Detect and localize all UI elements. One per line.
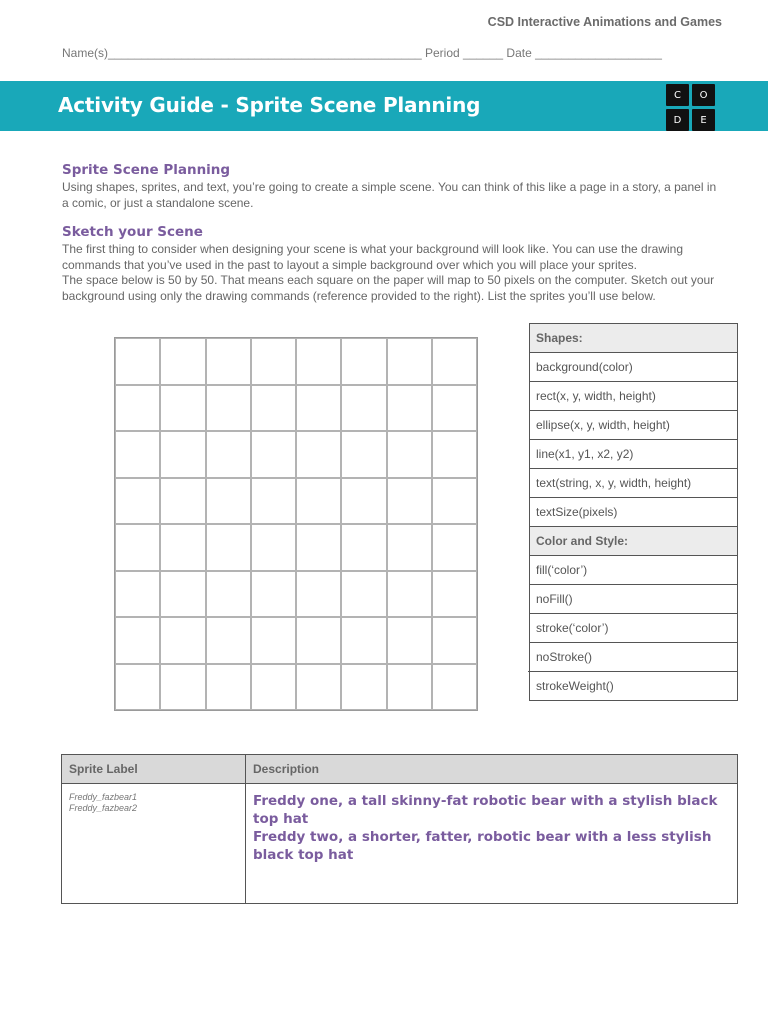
grid-cell: [115, 617, 160, 664]
paragraph: The first thing to consider when designing your scene is what your background will look like. You can use the drawing commands that you’ve used in the past to layout a simple background over which you will place your sprites.: [62, 242, 684, 272]
sprite-label: Freddy_fazbear2: [69, 803, 138, 813]
grid-cell: [115, 478, 160, 525]
grid-cell: [296, 338, 341, 385]
section-heading-planning: Sprite Scene Planning: [62, 162, 231, 178]
section-heading-sketch: Sketch your Scene: [62, 224, 203, 240]
grid-cell: [160, 571, 205, 618]
logo-letter: D: [666, 109, 689, 131]
grid-cell: [206, 431, 251, 478]
reference-header-style: Color and Style:: [530, 527, 737, 556]
grid-cell: [432, 431, 477, 478]
grid-cell: [251, 571, 296, 618]
grid-cell: [115, 571, 160, 618]
grid-cell: [251, 617, 296, 664]
grid-cell: [387, 571, 432, 618]
grid-cell: [115, 664, 160, 711]
sprite-labels-cell[interactable]: [62, 784, 246, 903]
paragraph: The space below is 50 by 50. That means each square on the paper will map to 50 pixels on the computer. Sketch out your background using only the drawing commands (reference provided to the right). List the sprites you’ll use below.: [62, 273, 715, 303]
grid-cell: [341, 571, 386, 618]
column-header-description: Description: [246, 755, 737, 784]
grid-cell: [251, 431, 296, 478]
grid-cell: [296, 524, 341, 571]
reference-item: line(x1, y1, x2, y2): [530, 440, 737, 469]
grid-cell: [160, 617, 205, 664]
reference-item: rect(x, y, width, height): [530, 382, 737, 411]
reference-header-shapes: Shapes:: [530, 324, 737, 353]
grid-cell: [115, 431, 160, 478]
reference-item: noStroke(): [528, 643, 737, 672]
paragraph: Using shapes, sprites, and text, you’re going to create a simple scene. You can think of this like a page in a story, a panel in a comic, or just a standalone scene.: [62, 180, 717, 210]
grid-cell: [432, 664, 477, 711]
grid-cell: [251, 524, 296, 571]
grid-cell: [432, 385, 477, 432]
sprite-description: Freddy one, a tall skinny-fat robotic bear with a stylish black top hat: [253, 793, 718, 827]
grid-cell: [387, 385, 432, 432]
grid-cell: [160, 664, 205, 711]
grid-cell: [387, 431, 432, 478]
grid-cell: [296, 571, 341, 618]
name-period-date-line: Name(s)_______________________________________________ Period ______ Date ___________________: [62, 46, 662, 60]
logo-letter: O: [692, 84, 715, 106]
reference-item: text(string, x, y, width, height): [530, 469, 737, 498]
grid-cell: [160, 478, 205, 525]
title-banner: [0, 81, 768, 131]
grid-cell: [341, 664, 386, 711]
grid-cell: [387, 617, 432, 664]
reference-item: fill(‘color’): [530, 556, 737, 585]
column-header-sprite-label: Sprite Label: [62, 755, 246, 784]
reference-item: background(color): [530, 353, 737, 382]
grid-cell: [160, 524, 205, 571]
grid-cell: [432, 338, 477, 385]
grid-cell: [206, 524, 251, 571]
sprite-description: Freddy two, a shorter, fatter, robotic bear with a less stylish black top hat: [253, 829, 712, 863]
grid-cell: [160, 338, 205, 385]
grid-cell: [206, 338, 251, 385]
grid-cell: [296, 664, 341, 711]
grid-cell: [206, 385, 251, 432]
grid-cell: [387, 478, 432, 525]
grid-cell: [160, 385, 205, 432]
sketch-grid[interactable]: [114, 337, 478, 711]
reference-item: noFill(): [530, 585, 737, 614]
grid-cell: [341, 385, 386, 432]
grid-cell: [387, 524, 432, 571]
grid-cell: [115, 385, 160, 432]
grid-cell: [387, 338, 432, 385]
grid-cell: [206, 664, 251, 711]
grid-cell: [296, 385, 341, 432]
code-logo: [666, 84, 716, 133]
grid-cell: [160, 431, 205, 478]
sprite-table: [61, 754, 738, 904]
grid-cell: [432, 524, 477, 571]
sprite-description-cell[interactable]: [246, 784, 737, 903]
grid-cell: [341, 338, 386, 385]
reference-item: strokeWeight(): [530, 672, 737, 701]
logo-letter: C: [666, 84, 689, 106]
grid-cell: [432, 478, 477, 525]
grid-cell: [387, 664, 432, 711]
grid-cell: [251, 338, 296, 385]
page-title: Activity Guide - Sprite Scene Planning: [58, 93, 481, 117]
logo-letter: E: [692, 109, 715, 131]
grid-cell: [251, 478, 296, 525]
section-body-planning: [62, 180, 722, 211]
course-title: CSD Interactive Animations and Games: [487, 15, 722, 29]
grid-cell: [432, 617, 477, 664]
grid-cell: [296, 617, 341, 664]
reference-item: ellipse(x, y, width, height): [530, 411, 737, 440]
grid-cell: [115, 524, 160, 571]
grid-cell: [341, 617, 386, 664]
grid-cell: [206, 617, 251, 664]
drawing-commands-reference: [529, 323, 738, 701]
grid-cell: [432, 571, 477, 618]
section-body-sketch: [62, 242, 722, 304]
grid-cell: [341, 431, 386, 478]
grid-cell: [251, 664, 296, 711]
grid-cell: [251, 385, 296, 432]
sprite-label: Freddy_fazbear1: [69, 792, 138, 802]
reference-item: stroke(‘color’): [530, 614, 737, 643]
grid-cell: [206, 571, 251, 618]
grid-cell: [115, 338, 160, 385]
grid-cell: [296, 478, 341, 525]
reference-item: textSize(pixels): [530, 498, 737, 527]
grid-cell: [296, 431, 341, 478]
grid-cell: [206, 478, 251, 525]
grid-cell: [341, 478, 386, 525]
grid-cell: [341, 524, 386, 571]
